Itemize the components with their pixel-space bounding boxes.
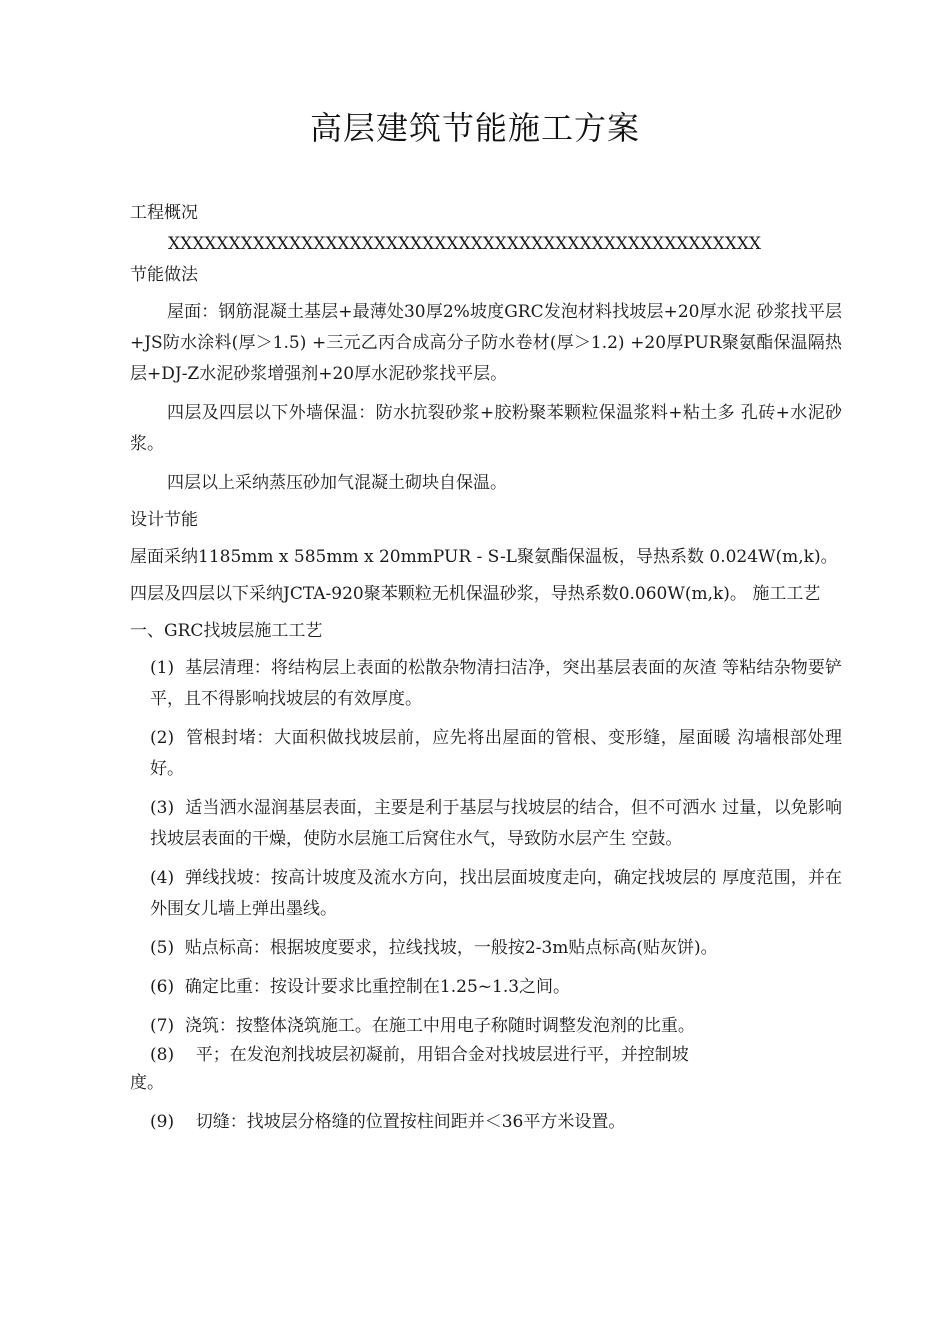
- list-item-text: 贴点标高：根据坡度要求，拉线找坡，一般按2-3m贴点标高(贴灰饼)。: [184, 938, 718, 958]
- list-item-text: 适当洒水湿润基层表面，主要是利于基层与找坡层的结合，但不可洒水 过量，以免影响找坡层表面的干燥，使防水层施工后窝住水气，导致防水层产生 空鼓。: [150, 798, 842, 849]
- list-item-number: (2): [150, 728, 175, 748]
- list-item-text: 切缝：找坡层分格缝的位置按柱间距并＜36平方米设置。: [195, 1112, 626, 1132]
- list-item: [130, 863, 842, 925]
- list-item: [130, 793, 842, 855]
- list-item-number: (6): [150, 977, 175, 997]
- list-item-number: (9): [150, 1112, 175, 1132]
- list-item: [130, 972, 842, 1003]
- section-heading-overview: 工程概况: [130, 203, 198, 223]
- page-title: 高层建筑节能施工方案: [309, 109, 640, 147]
- list-item: [130, 1042, 842, 1068]
- section-heading-methods: 节能做法: [130, 265, 198, 285]
- list-item-number: (1): [150, 658, 175, 678]
- list-item-number: (7): [150, 1016, 175, 1036]
- document-body: [130, 198, 842, 1138]
- list-item: [130, 933, 842, 964]
- list-item: [130, 1107, 842, 1138]
- list-item: [130, 1011, 842, 1042]
- list-item-continuation: 度。: [130, 1073, 164, 1093]
- list-item-text: 平；在发泡剂找坡层初凝前，用铝合金对找坡层进行平，并控制坡: [195, 1045, 689, 1065]
- roof-paragraph: 屋面：钢筋混凝土基层+最薄处30厚2%坡度GRC发泡材料找坡层+20厚水泥 砂浆找平层+JS防水涂料(厚＞1.5) +三元乙丙合成高分子防水卷材(厚＞1.2) +20厚PUR聚氨酯保温隔热层+DJ-Z水泥砂浆增强剂+20厚水泥砂浆找平层。: [130, 302, 842, 384]
- section-heading-design: 设计节能: [130, 510, 198, 530]
- list-item-text: 确定比重：按设计要求比重控制在1.25~1.3之间。: [184, 977, 571, 997]
- section-heading-grc: 一、GRC找坡层施工工艺: [130, 621, 323, 641]
- list-item-number: (5): [150, 938, 175, 958]
- list-item-text: 基层清理：将结构层上表面的松散杂物清扫洁净，突出基层表面的灰渣 等粘结杂物要铲平，且不得影响找坡层的有效厚度。: [150, 658, 842, 709]
- list-item-number: (8): [150, 1045, 175, 1065]
- list-item-text: 弹线找坡：按高计坡度及流水方向，找出层面坡度走向，确定找坡层的 厚度范围，并在外围女儿墙上弹出墨线。: [150, 868, 842, 919]
- list-item-text: 浇筑：按整体浇筑施工。在施工中用电子称随时调整发泡剂的比重。: [184, 1016, 695, 1036]
- wall-lower-paragraph: 四层及四层以下外墙保温：防水抗裂砂浆+胶粉聚苯颗粒保温浆料+粘土多 孔砖+水泥砂浆。: [130, 403, 842, 454]
- list-item: [130, 723, 842, 785]
- list-item-number: (3): [150, 798, 175, 818]
- list-item: [130, 653, 842, 715]
- list-item-text: 管根封堵：大面积做找坡层前，应先将出屋面的管根、变形缝，屋面暖 沟墙根部处理好。: [150, 728, 843, 779]
- design-wall-paragraph: 四层及四层以下采纳JCTA-920聚苯颗粒无机保温砂浆，导热系数0.060W(m,k)。 施工工艺: [130, 584, 821, 604]
- overview-placeholder: XXXXXXXXXXXXXXXXXXXXXXXXXXXXXXXXXXXXXXXXXXXXXXXXX: [168, 234, 762, 254]
- design-roof-paragraph: 屋面采纳1185mm x 585mm x 20mmPUR - S-L聚氨酯保温板，导热系数 0.024W(m,k)。: [130, 547, 838, 567]
- list-item-number: (4): [150, 868, 175, 888]
- wall-upper-paragraph: 四层以上采纳蒸压砂加气混凝土砌块自保温。: [167, 473, 507, 493]
